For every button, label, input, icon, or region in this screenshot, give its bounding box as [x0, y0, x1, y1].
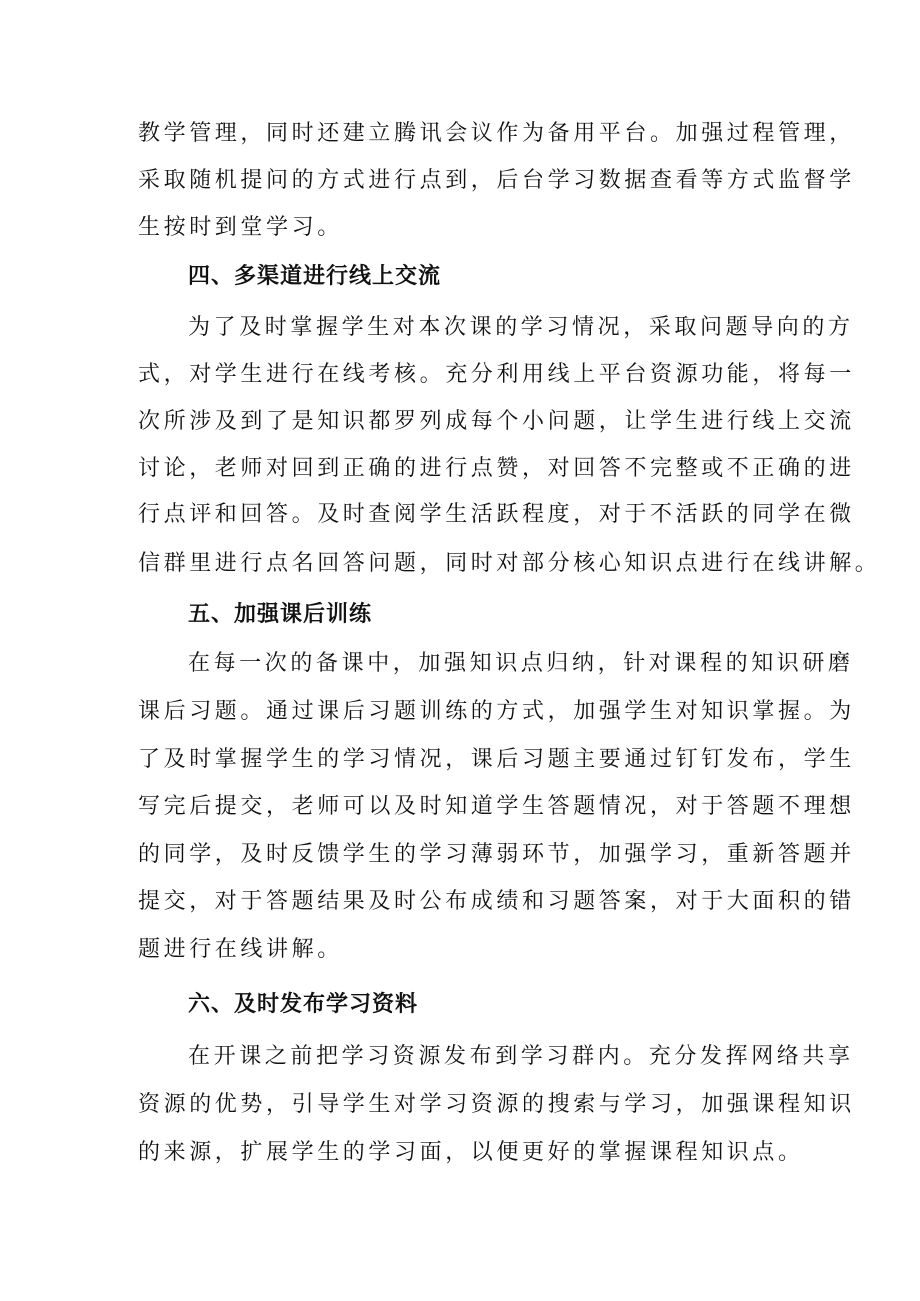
text-line: 资源的优势，引导学生对学习资源的搜索与学习，加强课程知识 — [138, 1092, 855, 1117]
text-line: 讨论，老师对回到正确的进行点赞，对回答不完整或不正确的进 — [138, 456, 855, 481]
text-line: 了及时掌握学生的学习情况，课后习题主要通过钉钉发布，学生 — [138, 747, 855, 772]
text-line: 采取随机提问的方式进行点到，后台学习数据查看等方式监督学 — [138, 168, 855, 193]
text-line: 的同学，及时反馈学生的学习薄弱环节，加强学习，重新答题并 — [138, 842, 855, 867]
text-line: 在每一次的备课中，加强知识点归纳，针对课程的知识研磨 — [188, 651, 854, 676]
text-line: 行点评和回答。及时查阅学生活跃程度，对于不活跃的同学在微 — [138, 502, 855, 527]
section-heading: 四、多渠道进行线上交流 — [188, 264, 442, 289]
text-line: 题进行在线讲解。 — [138, 937, 343, 962]
text-line: 生按时到堂学习。 — [138, 215, 343, 240]
text-line: 为了及时掌握学生对本次课的学习情况，采取问题导向的方 — [188, 315, 854, 340]
text-line: 的来源，扩展学生的学习面，以便更好的掌握课程知识点。 — [138, 1140, 804, 1165]
section-heading: 六、及时发布学习资料 — [188, 992, 419, 1017]
text-line: 教学管理，同时还建立腾讯会议作为备用平台。加强过程管理， — [138, 121, 855, 146]
text-line: 次所涉及到了是知识都罗列成每个小问题，让学生进行线上交流 — [138, 409, 855, 434]
section-heading: 五、加强课后训练 — [188, 602, 373, 627]
text-line: 在开课之前把学习资源发布到学习群内。充分发挥网络共享 — [188, 1044, 854, 1069]
text-line: 提交，对于答题结果及时公布成绩和习题答案，对于大面积的错 — [138, 889, 855, 914]
text-line: 式，对学生进行在线考核。充分利用线上平台资源功能，将每一 — [138, 362, 855, 387]
text-line: 写完后提交，老师可以及时知道学生答题情况，对于答题不理想 — [138, 794, 855, 819]
text-line: 课后习题。通过课后习题训练的方式，加强学生对知识掌握。为 — [138, 699, 855, 724]
text-line: 信群里进行点名回答问题，同时对部分核心知识点进行在线讲解。 — [138, 551, 881, 576]
